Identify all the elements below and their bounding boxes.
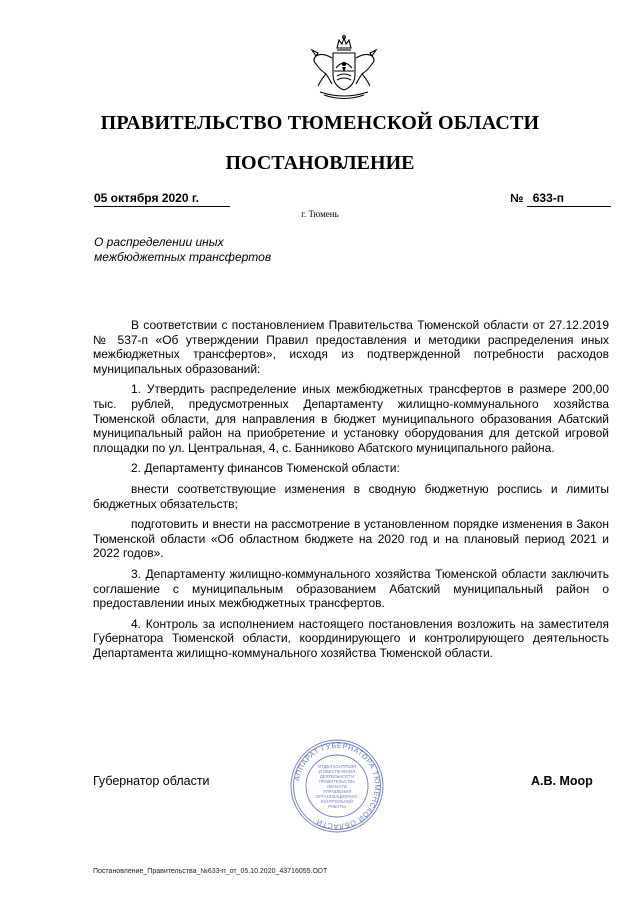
svg-text:КОНТРОЛЬНОЙ: КОНТРОЛЬНОЙ [321,799,353,804]
official-stamp-icon [289,738,385,834]
document-type: ПОСТАНОВЛЕНИЕ [225,152,415,174]
document-subject [94,235,334,265]
svg-text:УПРАВЛЕНИЯ: УПРАВЛЕНИЯ [322,789,352,794]
footer-filename: Постановление_Правительства_№633-п_от_05.10.2020_43716055.ODT [93,868,328,875]
svg-text:ОБЛАСТИ: ОБЛАСТИ [327,784,347,789]
number-sign: № [510,191,524,205]
signatory-role: Губернатор области [93,774,210,788]
paragraph: подготовить и внести на рассмотрение в установленном порядке изменения в Закон Тюменской области «Об областном бюджете на 2020 год и на плановый период 2021 и 2022 годов». [93,517,609,561]
paragraph: 4. Контроль за исполнением настоящего постановления возложить на заместителя Губернатора Тюменской области, координирующего и контролирующего деятельность Департамента жилищно-коммунального хозяйства Тюменской области. [93,616,609,660]
svg-text:ПРАВИТЕЛЬСТВА: ПРАВИТЕЛЬСТВА [319,779,355,784]
city: г. Тюмень [301,209,339,219]
svg-text:ОТДЕЛ КОНТРОЛЯ: ОТДЕЛ КОНТРОЛЯ [317,764,357,769]
paragraph: 1. Утвердить распределение иных межбюджетных трансфертов в размере 200,00 тыс. рублей, предусмотренных Департаменту жилищно-коммунального хозяйства Тюменской области, для направления в бюджет муниципального образования Абатский муниципальный район на приобретение и установку оборудования для детской игровой площадки по ул. Центральная, 4, с. Банниково Абатского муниципального района. [93,382,609,455]
svg-text:ОРГАНИЗАЦИОННО-: ОРГАНИЗАЦИОННО- [315,794,359,799]
number-value: 633-п [527,191,611,207]
stamp-ring-text: АППАРАТ ГУБЕРНАТОРА ТЮМЕНСКОЙ ОБЛАСТИ [292,740,383,832]
government-title: ПРАВИТЕЛЬСТВО ТЮМЕНСКОЙ ОБЛАСТИ [100,112,540,134]
document-number [510,191,611,207]
document-body [93,318,609,666]
coat-of-arms-icon [306,34,382,102]
paragraph: внести соответствующие изменения в сводную бюджетную роспись и лимиты бюджетных обязательств; [93,481,609,511]
svg-text:РАБОТЫ: РАБОТЫ [328,804,346,809]
svg-text:И ОБЕСПЕЧЕНИЯ: И ОБЕСПЕЧЕНИЯ [318,769,356,774]
subject-line: О распределении иных [94,235,224,249]
paragraph: 2. Департаменту финансов Тюменской области: [131,461,400,476]
document-date: 05 октября 2020 г. [94,191,230,207]
svg-text:ДЕЯТЕЛЬНОСТИ: ДЕЯТЕЛЬНОСТИ [319,774,355,779]
subject-line: межбюджетных трансфертов [94,250,272,264]
paragraph: 3. Департаменту жилищно-коммунального хозяйства Тюменской области заключить соглашение с муниципальным образованием Абатский муниципальный район о предоставлении иных межбюджетных трансфертов. [93,566,609,611]
signatory-name: А.В. Моор [531,774,593,788]
paragraph: В соответствии с постановлением Правительства Тюменской области от 27.12.2019 № 537-п «Об утверждении Правил предоставления и методики распределения иных межбюджетных трансфертов», исходя из подтвержденной потребности расходов муниципальных образований: [93,318,609,376]
